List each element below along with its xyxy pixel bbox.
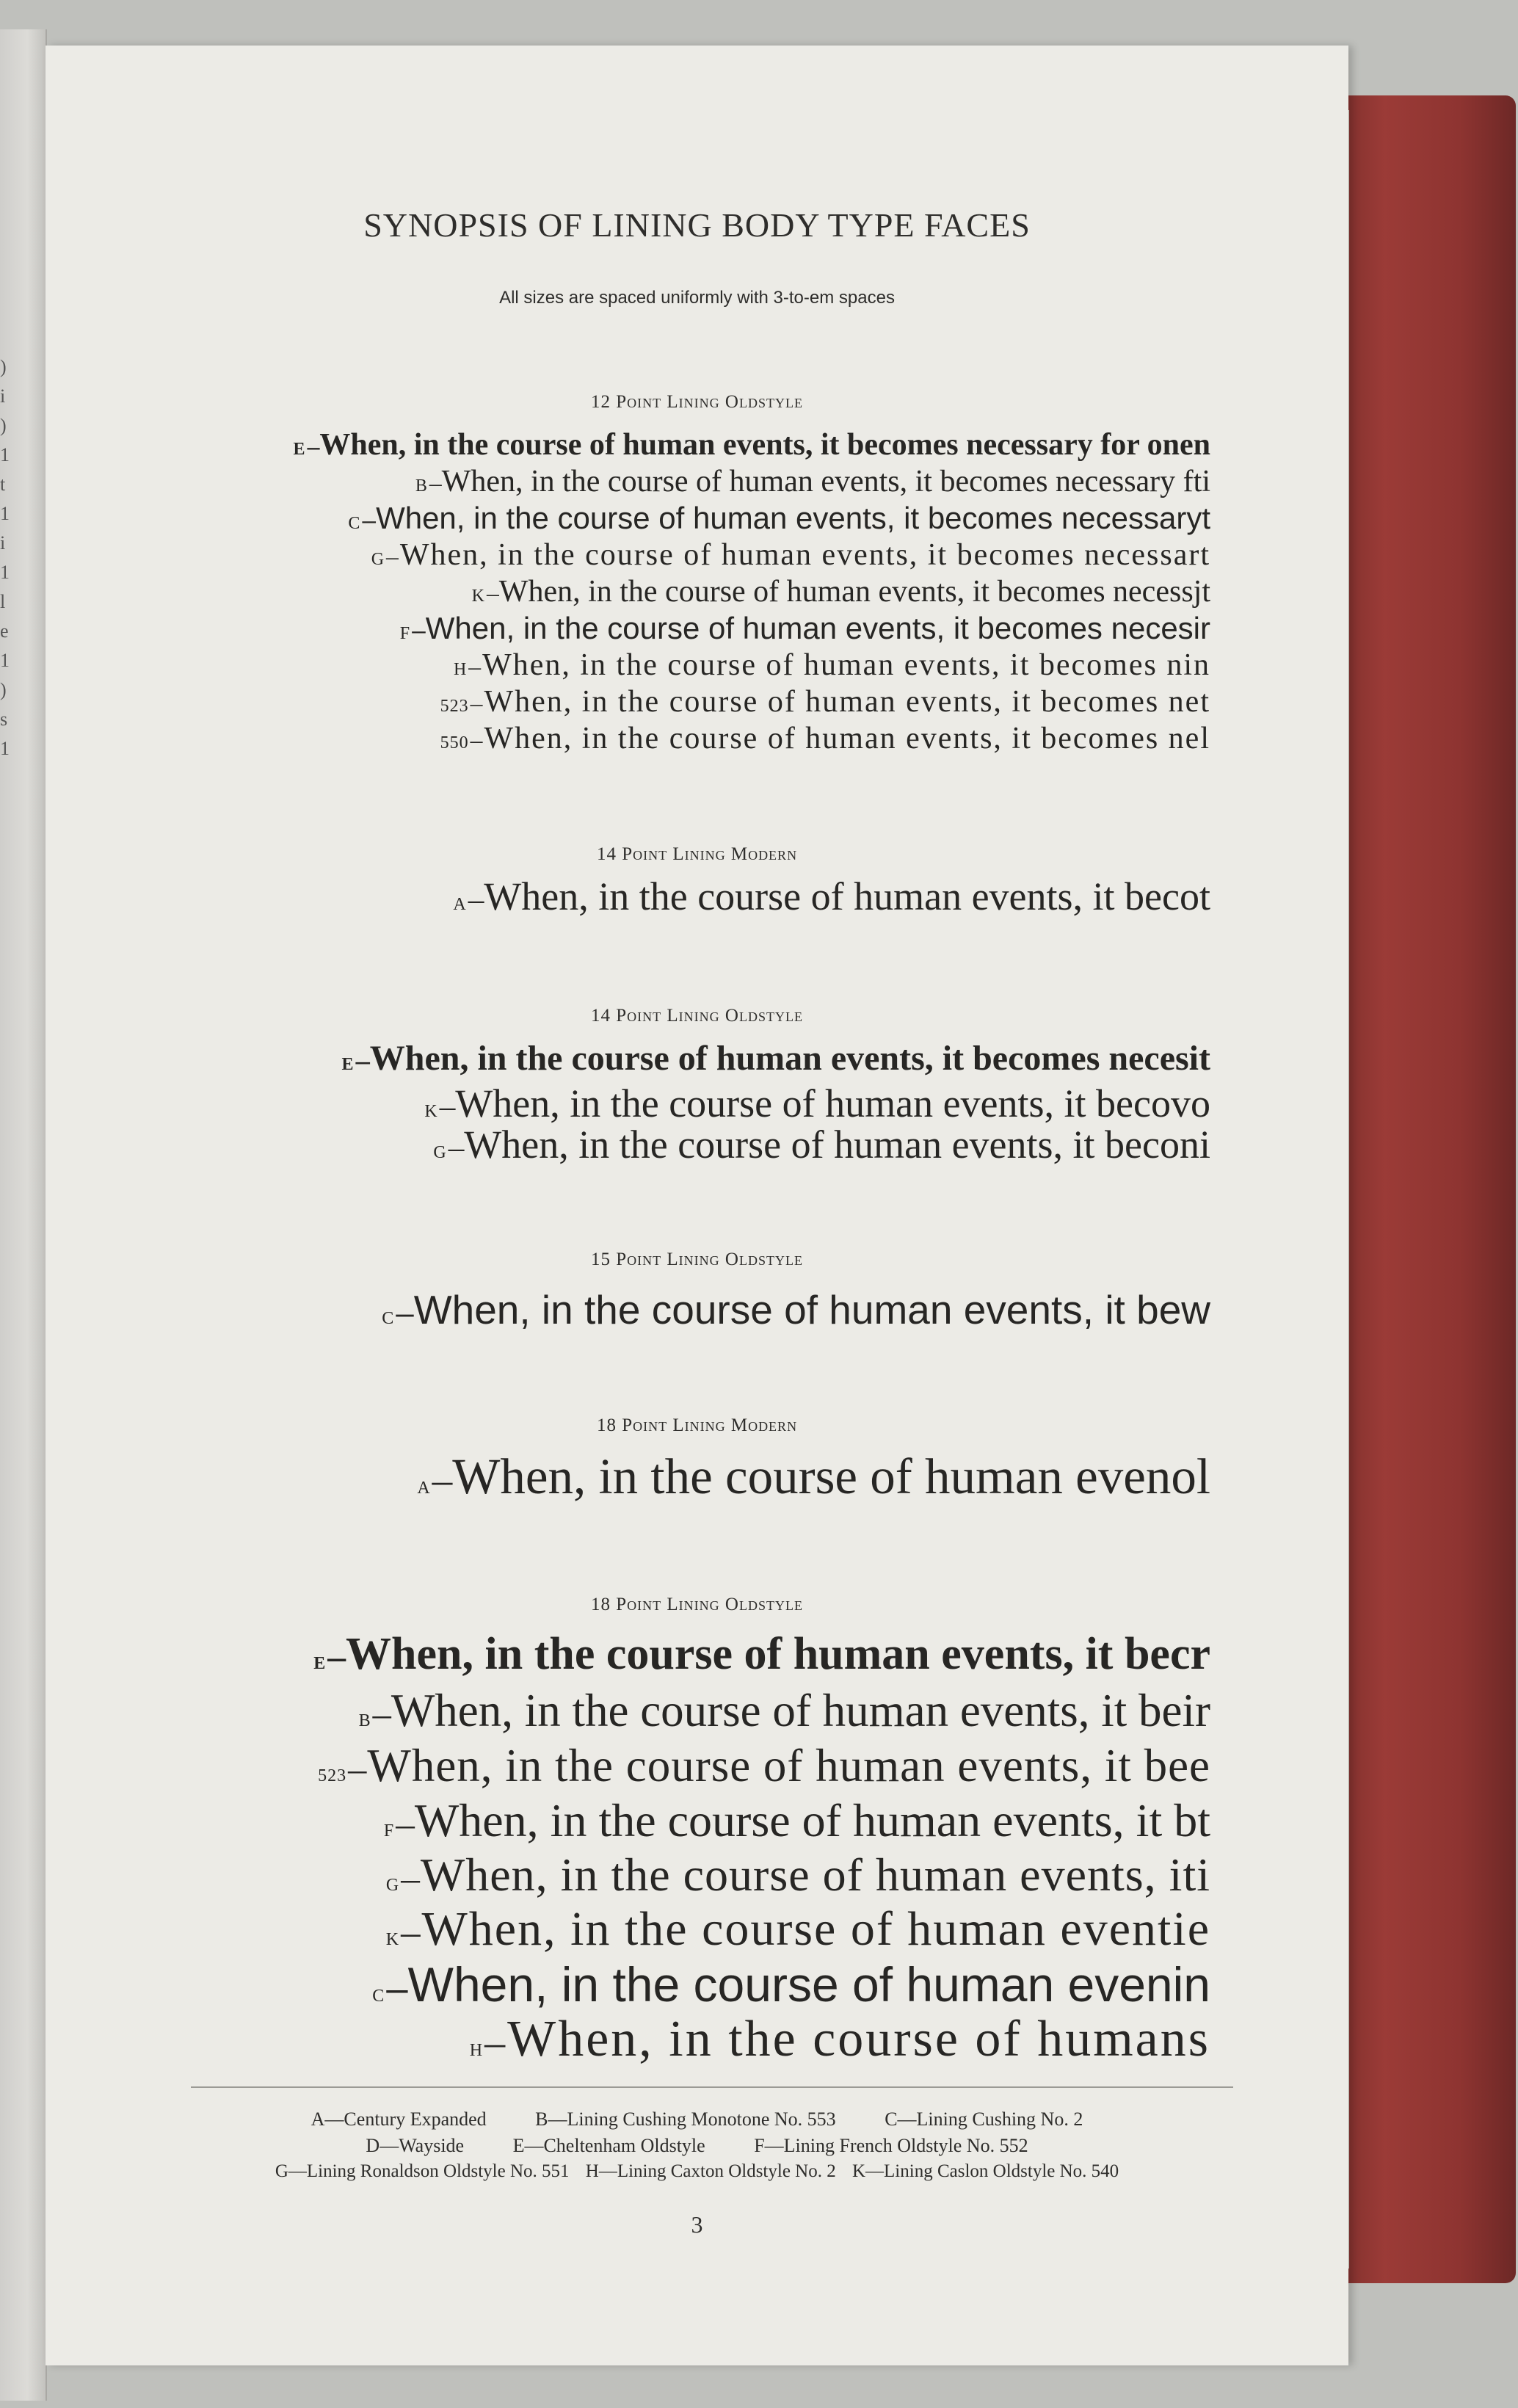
- legend-entry: A—Century Expanded: [310, 2108, 487, 2130]
- edge-mark: i: [0, 385, 6, 407]
- specimen-line: 550–When, in the course of human events, it becomes nel: [440, 722, 1210, 755]
- legend-entry: K—Lining Caslon Oldstyle No. 540: [851, 2161, 1119, 2181]
- specimen-line: B–When, in the course of human events, it beir: [358, 1685, 1210, 1736]
- section-label-12pt-oldstyle: 12 Point Lining Oldstyle: [591, 392, 803, 412]
- edge-mark: s: [0, 708, 8, 730]
- specimen-line: E–When, in the course of human events, it becr: [313, 1629, 1210, 1679]
- specimen-line: E–When, in the course of human events, it becomes necesit: [341, 1039, 1210, 1078]
- book-cover: [1329, 95, 1516, 2283]
- legend-entry: C—Lining Cushing No. 2: [885, 2108, 1083, 2130]
- specimen-line: B–When, in the course of human events, it becomes necessary fti: [415, 465, 1210, 498]
- legend-entry: F—Lining French Oldstyle No. 552: [754, 2135, 1028, 2156]
- section-label-18pt-oldstyle: 18 Point Lining Oldstyle: [591, 1595, 803, 1614]
- specimen-line: G–When, in the course of human events, it becomes necessart: [371, 538, 1210, 572]
- edge-mark: ): [0, 415, 7, 436]
- specimen-line: A–When, in the course of human evenol: [417, 1448, 1210, 1504]
- section-label-18pt-modern: 18 Point Lining Modern: [596, 1415, 798, 1435]
- edge-mark: l: [0, 591, 6, 612]
- edge-mark: ): [0, 356, 7, 377]
- specimen-line: C–When, in the course of human events, it becomes necessaryt: [348, 501, 1210, 535]
- specimen-line: H–When, in the course of humans: [469, 2011, 1210, 2067]
- legend-entry: D—Wayside: [366, 2135, 465, 2156]
- edge-mark: t: [0, 474, 6, 495]
- edge-mark: i: [0, 532, 6, 554]
- edge-mark: 1: [0, 562, 10, 583]
- legend-entry: B—Lining Cushing Monotone No. 553: [535, 2108, 836, 2130]
- section-label-14pt-oldstyle: 14 Point Lining Oldstyle: [591, 1006, 803, 1026]
- specimen-line: H–When, in the course of human events, it becomes nin: [453, 648, 1210, 682]
- edge-mark: 1: [0, 444, 10, 465]
- edge-mark: ): [0, 679, 7, 700]
- legend-row: [46, 2108, 1348, 2130]
- specimen-line: 523–When, in the course of human events, it becomes net: [440, 685, 1210, 719]
- legend-divider: [191, 2086, 1233, 2088]
- page-subtitle: All sizes are spaced uniformly with 3-to-em spaces: [499, 288, 895, 308]
- specimen-line: F–When, in the course of human events, it bt: [383, 1794, 1210, 1846]
- edge-mark: 1: [0, 503, 10, 524]
- specimen-line: G–When, in the course of human events, it beconi: [433, 1123, 1210, 1167]
- specimen-line: 523–When, in the course of human events, it bee: [318, 1740, 1210, 1791]
- specimen-line: C–When, in the course of human events, it bew: [382, 1287, 1210, 1332]
- legend-row: [46, 2135, 1348, 2157]
- specimen-line: A–When, in the course of human events, it becot: [453, 874, 1210, 918]
- specimen-line: K–When, in the course of human events, it becomes necessjt: [471, 575, 1210, 609]
- edge-mark: 1: [0, 650, 10, 671]
- legend-entry: H—Lining Caxton Oldstyle No. 2: [585, 2161, 836, 2181]
- specimen-line: G–When, in the course of human events, iti: [385, 1849, 1210, 1901]
- specimen-line: F–When, in the course of human events, it becomes necesir: [399, 611, 1210, 645]
- specimen-line: K–When, in the course of human eventie: [385, 1902, 1210, 1956]
- edge-mark: e: [0, 620, 9, 642]
- specimen-line: C–When, in the course of human evenin: [372, 1957, 1210, 2012]
- section-label-14pt-modern: 14 Point Lining Modern: [596, 844, 798, 864]
- legend-row: [46, 2161, 1348, 2182]
- edge-mark: 1: [0, 738, 10, 759]
- page-number: 3: [691, 2211, 703, 2238]
- book-page: [46, 46, 1348, 2365]
- legend-entry: G—Lining Ronaldson Oldstyle No. 551: [275, 2161, 570, 2181]
- legend-entry: E—Cheltenham Oldstyle: [512, 2135, 705, 2156]
- section-label-15pt-oldstyle: 15 Point Lining Oldstyle: [591, 1250, 803, 1269]
- specimen-line: K–When, in the course of human events, it becovo: [424, 1081, 1210, 1125]
- specimen-line: E–When, in the course of human events, it becomes necessary for onen: [293, 428, 1210, 462]
- left-edge-marks: [0, 352, 15, 764]
- page-title: SYNOPSIS OF LINING BODY TYPE FACES: [363, 206, 1031, 244]
